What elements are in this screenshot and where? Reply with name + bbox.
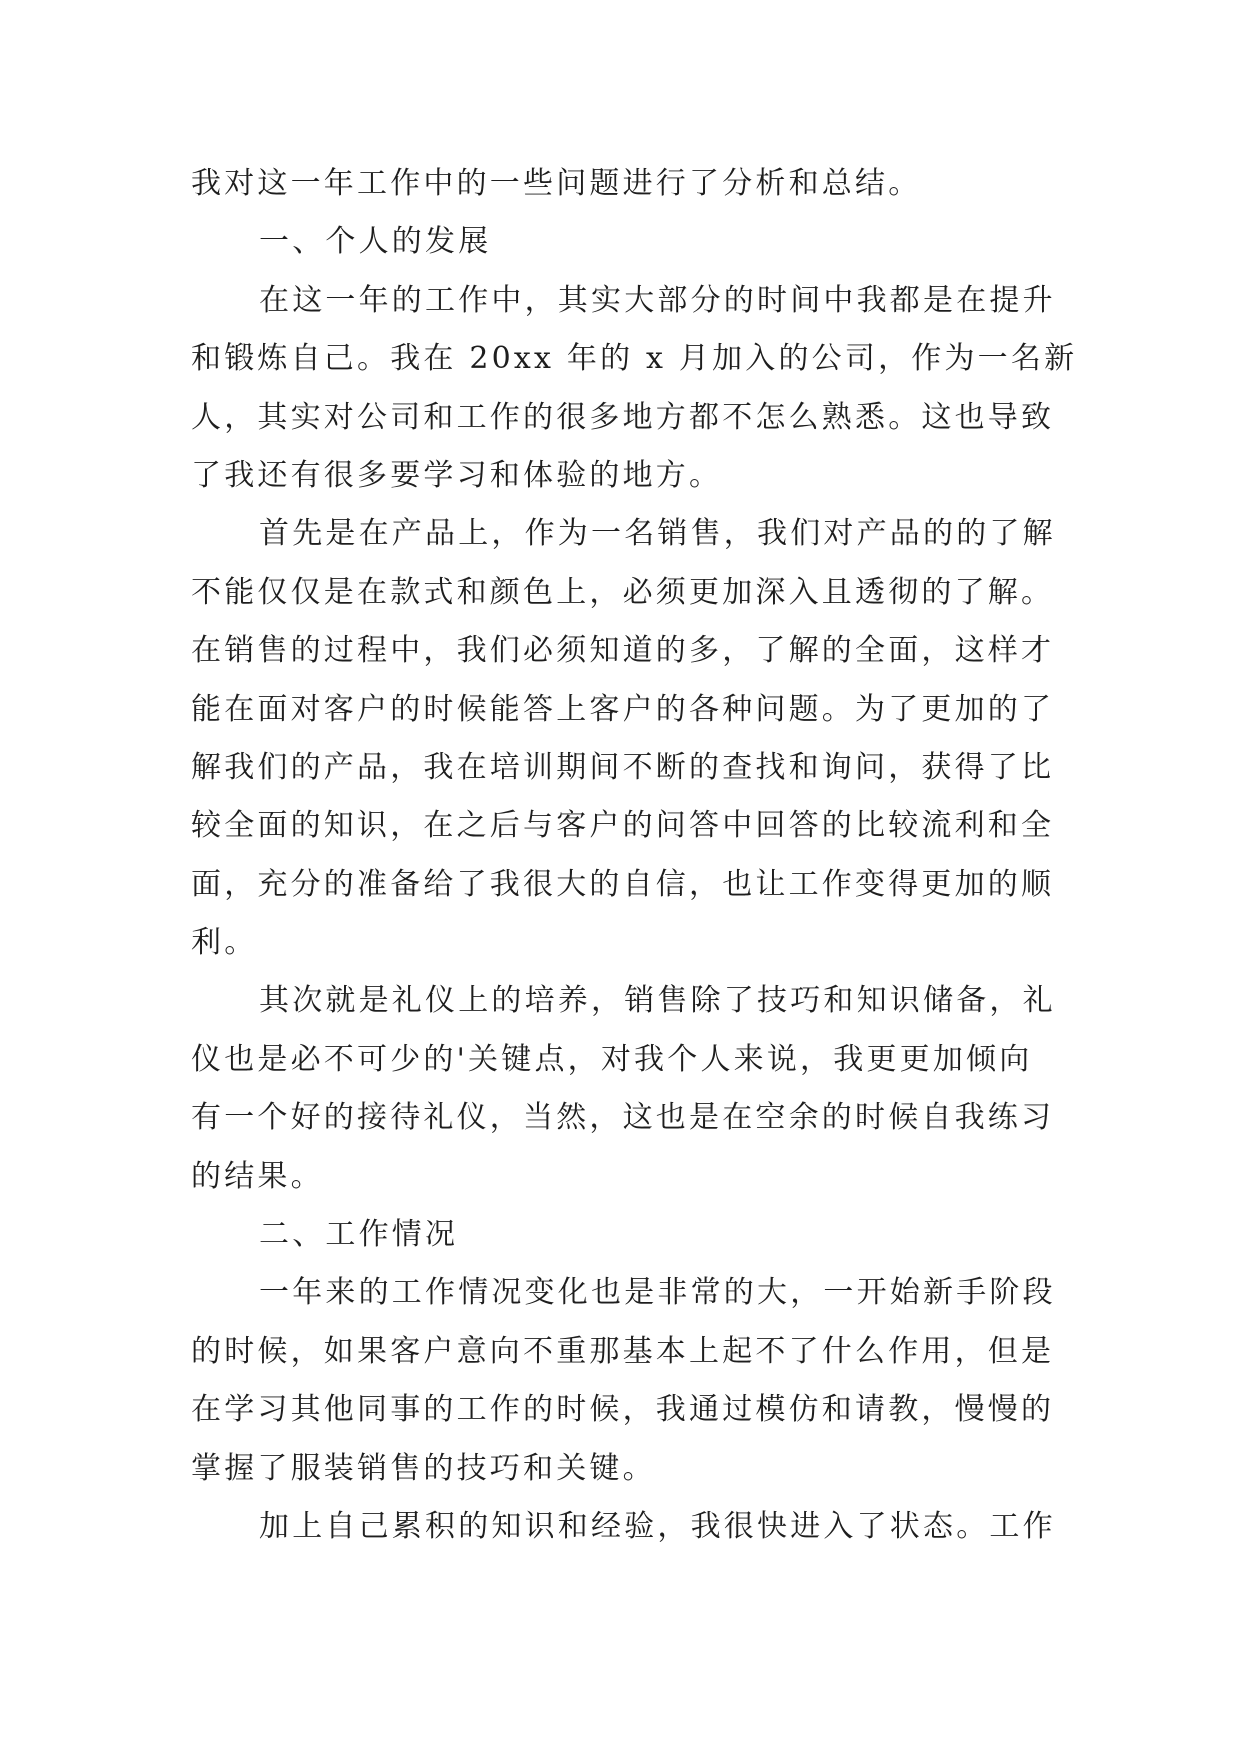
text-line: 面，充分的准备给了我很大的自信，也让工作变得更加的顺 [191, 866, 1055, 902]
text-line: 利。 [191, 925, 258, 961]
text-line: 一年来的工作情况变化也是非常的大，一开始新手阶段 [259, 1275, 1056, 1311]
text-line: 我对这一年工作中的一些问题进行了分析和总结。 [191, 166, 922, 201]
text-line: 加上自己累积的知识和经验，我很快进入了状态。工作 [259, 1508, 1056, 1544]
text-line: 二、工作情况 [259, 1217, 459, 1253]
text-line: 其次就是礼仪上的培养，销售除了技巧和知识储备，礼 [259, 983, 1056, 1019]
text-line: 有一个好的接待礼仪，当然，这也是在空余的时候自我练习 [191, 1100, 1055, 1136]
text-line: 在学习其他同事的工作的时候，我通过模仿和请教，慢慢的 [191, 1392, 1055, 1428]
text-line: 的结果。 [191, 1158, 324, 1194]
text-line: 在这一年的工作中，其实大部分的时间中我都是在提升 [259, 282, 1056, 318]
text-line: 首先是在产品上，作为一名销售，我们对产品的的了解 [259, 516, 1056, 552]
text-line: 的时候，如果客户意向不重那基本上起不了什么作用，但是 [191, 1333, 1055, 1369]
text-line: 能在面对客户的时候能答上客户的各种问题。为了更加的了 [191, 691, 1055, 727]
document-body [191, 155, 1078, 1556]
text-line: 人，其实对公司和工作的很多地方都不怎么熟悉。这也导致 [191, 399, 1055, 435]
text-line: 一、个人的发展 [259, 224, 492, 260]
text-line: 和锻炼自己。我在 20xx 年的 x 月加入的公司，作为一名新 [191, 341, 1078, 377]
text-line: 在销售的过程中，我们必须知道的多，了解的全面，这样才 [191, 633, 1055, 669]
text-line: 解我们的产品，我在培训期间不断的查找和询问，获得了比 [191, 749, 1055, 785]
text-line: 仪也是必不可少的'关键点，对我个人来说，我更更加倾向 [191, 1041, 1033, 1077]
text-line: 了我还有很多要学习和体验的地方。 [191, 457, 723, 493]
text-line: 不能仅仅是在款式和颜色上，必须更加深入且透彻的了解。 [191, 574, 1055, 610]
text-line: 较全面的知识，在之后与客户的问答中回答的比较流利和全 [191, 808, 1055, 844]
text-line: 掌握了服装销售的技巧和关键。 [191, 1450, 656, 1486]
